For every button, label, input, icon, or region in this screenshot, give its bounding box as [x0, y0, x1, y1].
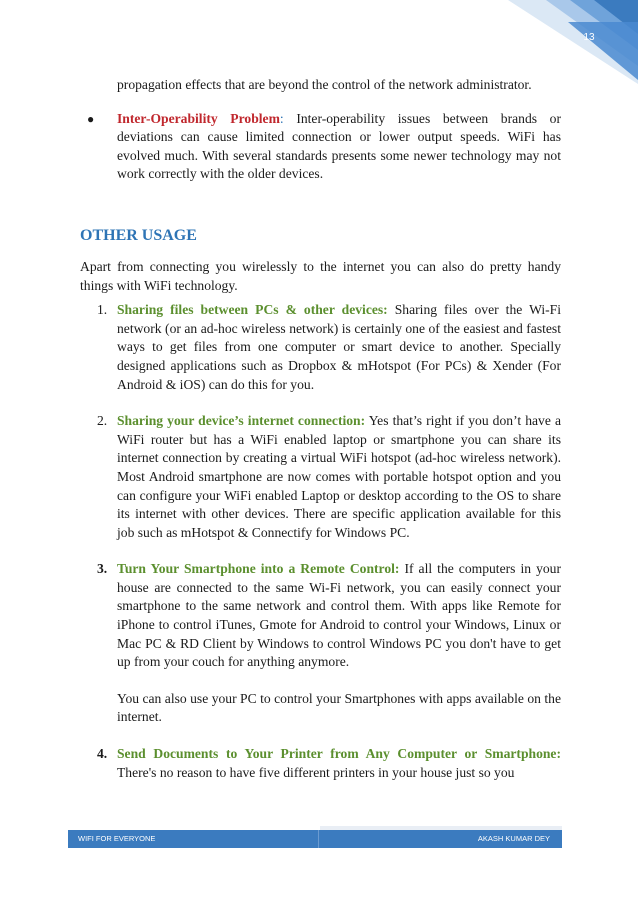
list-item-term: Turn Your Smartphone into a Remote Control: [117, 561, 400, 577]
list-number: 4. [97, 746, 108, 762]
list-number: 1. [97, 302, 108, 318]
list-item-term: Sharing files between PCs & other devices: [117, 302, 388, 318]
page-corner-decoration [508, 0, 638, 84]
footer-title: WIFI FOR EVERYONE [78, 834, 156, 843]
numbered-list [80, 301, 561, 782]
list-item-text: If all the computers in your house are connected to the same Wi-Fi network, you can easily connect your smartphone to the same network and control them. With apps like Remote for iPhone to control iTunes, Gmote for Android to control your Windows, Linux or Mac PC & RD Client by Windows to control Windows PC you don't have to get up from your couch for anything anymore. [117, 561, 561, 670]
list-item [80, 412, 561, 542]
list-item-text: Yes that’s right if you don’t have a WiFi router but has a WiFi enabled laptop or smartphone you can share its internet connection by creating a virtual WiFi hotspot (ad-hoc wireless network). Most Android smartphone are now comes with portable hotspot option and you can configure your WiFi enabled Laptop or desktop according to the OS to share its internet with other devices. There are specific application available for this job such as mHotspot & Connectify for Windows PC. [117, 413, 561, 540]
list-item [80, 560, 561, 727]
bullet-item [80, 110, 561, 184]
list-item-term: Sharing your device’s internet connection: [117, 413, 366, 429]
list-item-extra-paragraph: You can also use your PC to control your Smartphones with apps available on the internet. [117, 690, 561, 725]
footer-author: AKASH KUMAR DEY [477, 834, 550, 843]
section-heading: OTHER USAGE [80, 226, 197, 244]
page-footer [68, 830, 562, 848]
bullet-separator: : [279, 110, 284, 126]
list-number: 3. [97, 561, 108, 577]
bullet-dot-icon: ● [87, 111, 95, 126]
bullet-text: Inter-operability issues between brands or deviations can cause limited connection or lower output speeds. WiFi has evolved much. With several standards presents some newer technology may not work correctly with the older devices. [117, 110, 561, 182]
bullet-term: Inter-Operability Problem [117, 110, 280, 126]
list-item [80, 301, 561, 394]
page-content [80, 76, 561, 800]
list-item-text: Sharing files over the Wi-Fi network (or an ad-hoc wireless network) is certainly one of the easiest and fastest ways to get files from one computer or smart device to another. Specially designed applications such as Dropbox & mHotspot (For PCs) & Xender (For Android & iOS) can do this for you. [117, 302, 561, 392]
page-number: 13 [583, 32, 595, 43]
list-number: 2. [97, 413, 108, 429]
continued-paragraph: propagation effects that are beyond the control of the network administrator. [117, 77, 532, 92]
footer-divider [318, 830, 319, 848]
list-item-text: There's no reason to have five different printers in your house just so you [117, 764, 515, 780]
section-intro: Apart from connecting you wirelessly to the internet you can also do pretty handy things with WiFi technology. [80, 258, 561, 293]
list-item-term: Send Documents to Your Printer from Any Computer or Smartphone: [117, 746, 561, 762]
list-item [80, 745, 561, 782]
